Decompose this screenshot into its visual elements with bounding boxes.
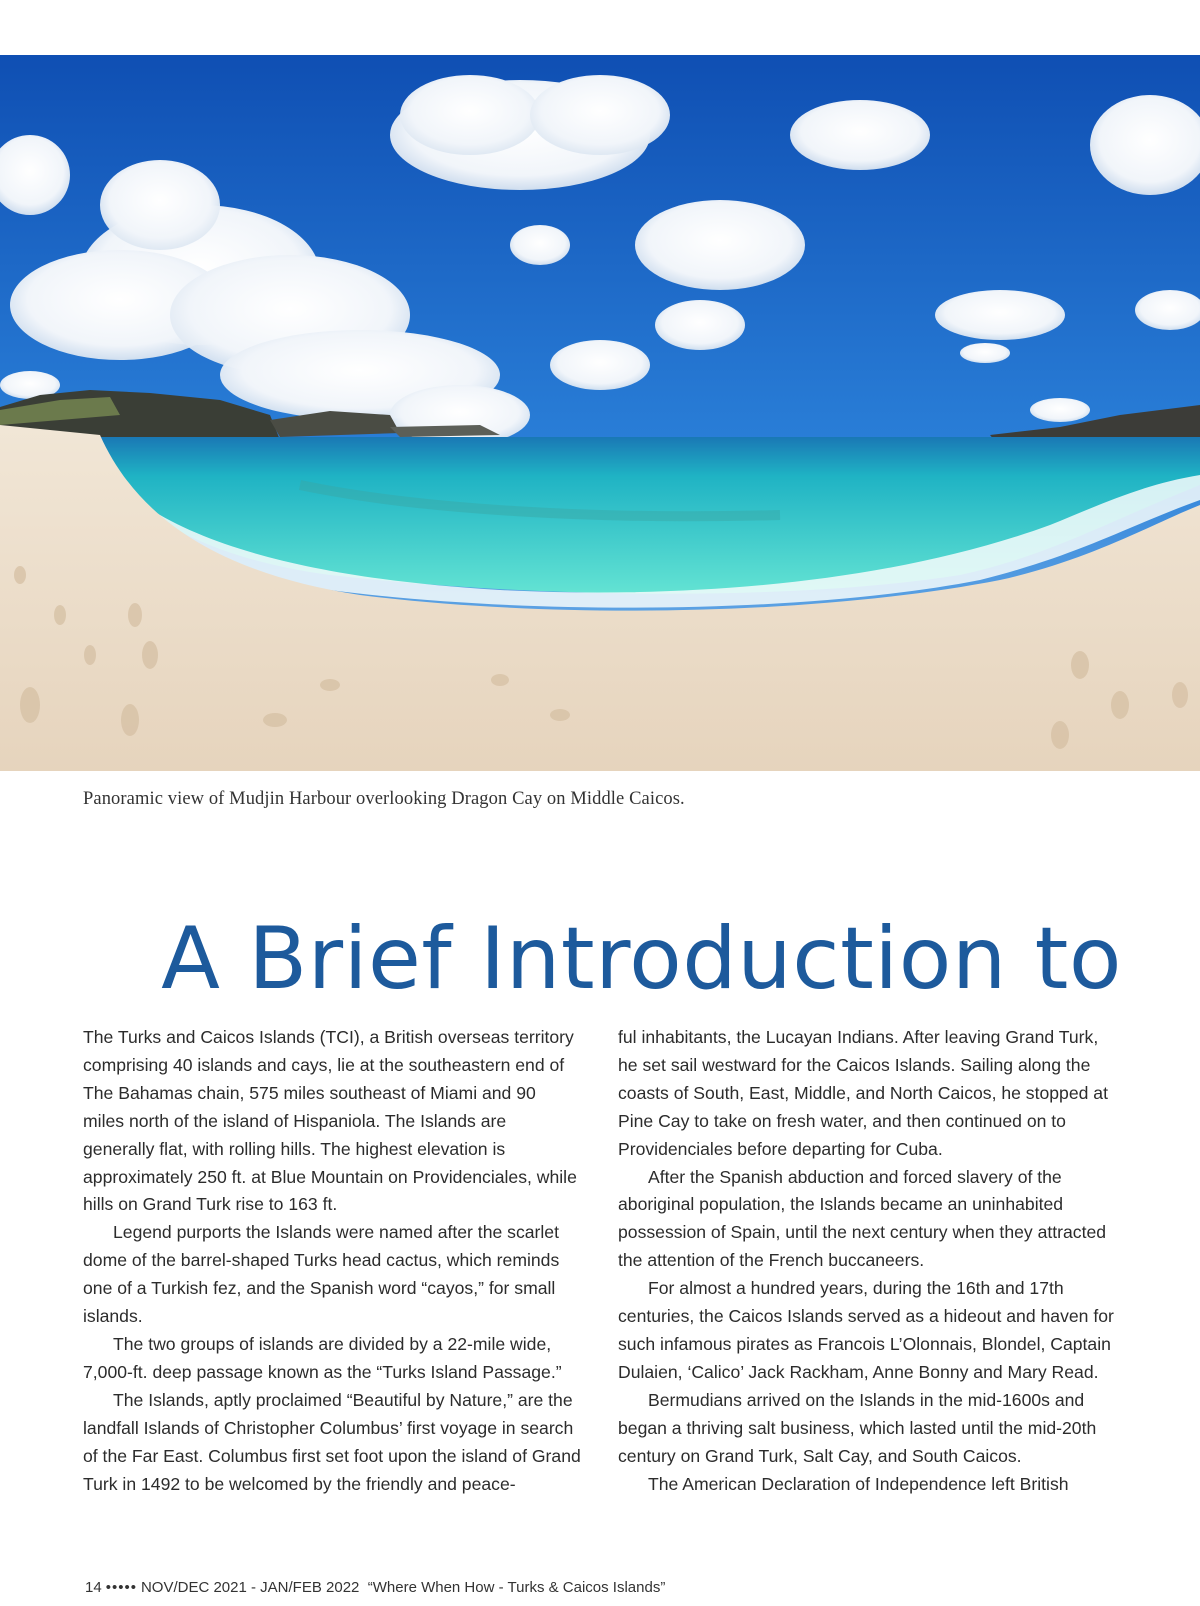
page-number: 14 [85,1579,102,1596]
paragraph: ful inhabitants, the Lucayan Indians. After leaving Grand Turk, he set sail westward for the Caicos Islands. Sailing along the coasts of South, East, Middle, and North Caicos, he stopped at Pine Cay to take on fresh water, and then continued on to Providenciales before departing for Cuba. [618,1027,1108,1159]
paragraph: The Islands, aptly proclaimed “Beautiful by Nature,” are the landfall Islands of Christopher Columbus’ first voyage in search of the Far East. Columbus first set foot upon the island of Grand Turk in 1492 to be welcomed by the friendly and peace- [83,1389,581,1494]
issue-date: NOV/DEC 2021 - JAN/FEB 2022 [140,1579,360,1596]
page-footer [85,1579,665,1596]
publication-title: “Where When How - Turks & Caicos Islands” [367,1579,666,1596]
paragraph: The American Declaration of Independence left British [648,1473,1069,1494]
article-column-right [618,1024,1118,1498]
article-column-left [83,1024,581,1498]
paragraph: The Turks and Caicos Islands (TCI), a British overseas territory comprising 40 islands and cays, lie at the southeastern end of The Bahamas chain, 575 miles southeast of Miami and 90 miles north of the island of Hispaniola. The Islands are generally flat, with rolling hills. The highest elevation is approximately 250 ft. at Blue Mountain on Providenciales, while hills on Grand Turk rise to 163 ft. [83,1027,577,1215]
footer-dots: ••••• [105,1579,137,1596]
paragraph: For almost a hundred years, during the 16th and 17th centuries, the Caicos Islands served as a hideout and haven for such infamous pirates as Francois L’Olonnais, Blondel, Captain Dulaien, ‘Calico’ Jack Rackham, Anne Bonny and Mary Read. [618,1278,1114,1382]
beach-panorama-photo [0,55,1200,771]
paragraph: The two groups of islands are divided by a 22-mile wide, 7,000-ft. deep passage known as the “Turks Island Passage.” [83,1333,562,1382]
paragraph: Bermudians arrived on the Islands in the mid-1600s and began a thriving salt business, which lasted until the mid-20th century on Grand Turk, Salt Cay, and South Caicos. [618,1389,1097,1466]
article-headline: A Brief Introduction to [161,908,1122,1009]
photo-caption: Panoramic view of Mudjin Harbour overlooking Dragon Cay on Middle Caicos. [83,789,685,809]
beach-panorama-image [0,55,1200,771]
paragraph: After the Spanish abduction and forced slavery of the aboriginal population, the Islands became an uninhabited possession of Spain, until the next century when they attracted the attention of the French buccaneers. [618,1166,1107,1271]
paragraph: Legend purports the Islands were named after the scarlet dome of the barrel-shaped Turks head cactus, which reminds one of a Turkish fez, and the Spanish word “cayos,” for small islands. [83,1222,560,1327]
